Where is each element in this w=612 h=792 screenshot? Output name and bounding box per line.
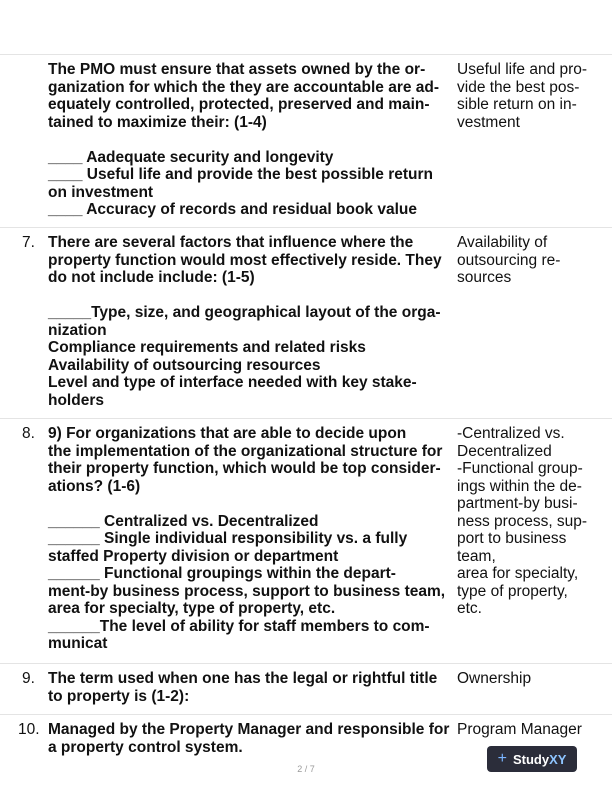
question-line: ____ Accuracy of records and residual book value <box>48 201 417 218</box>
question-line: ____ Aadequate security and longevity <box>48 148 334 166</box>
question-line: ment-by business process, support to business team, <box>48 582 446 600</box>
question-text <box>48 234 454 409</box>
qa-row-8 <box>0 418 612 663</box>
question-line: Compliance requirements and related risks <box>48 339 366 356</box>
question-line: The PMO must ensure that assets owned by the or- <box>48 61 426 78</box>
question-line: ations? (1-6) <box>48 477 141 495</box>
answer-line: type of property, <box>457 582 568 600</box>
question-line: ____ Useful life and provide the best possible return <box>48 166 434 183</box>
answer-line: sources <box>457 269 512 286</box>
answer-line: vestment <box>457 113 520 131</box>
question-line-blank <box>48 495 454 513</box>
question-line: Availability of outsourcing resources <box>48 356 321 374</box>
question-line: Managed by the Property Manager and responsible for <box>48 721 450 738</box>
answer-line: outsourcing re- <box>457 251 561 269</box>
question-line: their property function, which would be top consider- <box>48 460 441 477</box>
answer-line: ness process, sup- <box>457 512 588 530</box>
question-text <box>48 670 454 705</box>
question-number: 9. <box>22 670 35 687</box>
qa-row-7 <box>0 227 612 418</box>
answer-line: etc. <box>457 600 482 617</box>
question-line: ganization for which the they are accountable are ad- <box>48 78 440 96</box>
answer-line: -Centralized vs. <box>457 425 565 442</box>
answer-line: vide the best pos- <box>457 78 580 96</box>
answer-line: team, <box>457 547 496 565</box>
brand-name-accent: XY <box>549 751 567 767</box>
question-line: _____Type, size, and geographical layout of the orga- <box>48 304 441 321</box>
answer-line: Availability of <box>457 234 548 251</box>
question-line: There are several factors that influence where the <box>48 234 414 251</box>
question-line: area for specialty, type of property, etc. <box>48 600 336 617</box>
answer-line: Program Manager <box>457 721 582 738</box>
studyxy-logo-badge[interactable] <box>487 746 577 772</box>
answer-line: Decentralized <box>457 442 552 460</box>
question-line: ______ Functional groupings within the depart- <box>48 565 396 582</box>
question-line: on investment <box>48 183 154 201</box>
question-line: Level and type of interface needed with key stake- <box>48 374 417 391</box>
qa-row-9 <box>0 663 612 714</box>
qa-row-6 <box>0 54 612 227</box>
question-line-blank <box>48 287 454 305</box>
page-indicator: 2 / 7 <box>297 764 315 774</box>
answer-text <box>457 234 597 287</box>
answer-line: area for specialty, <box>457 565 579 582</box>
answer-text <box>457 721 597 739</box>
question-text <box>48 425 454 653</box>
question-number: 10. <box>18 721 40 738</box>
question-line: ______The level of ability for staff members to com- <box>48 617 430 635</box>
answer-line: Useful life and pro- <box>457 61 588 78</box>
answer-text <box>457 425 597 618</box>
answer-line: Ownership <box>457 670 532 687</box>
question-line: The term used when one has the legal or rightful title <box>48 670 438 687</box>
answer-line: sible return on in- <box>457 96 577 113</box>
question-text <box>48 721 454 756</box>
question-text <box>48 61 454 219</box>
question-line: the implementation of the organizational structure for <box>48 442 443 460</box>
answer-text <box>457 670 597 688</box>
answer-text <box>457 61 597 131</box>
question-line: municat <box>48 635 108 652</box>
question-number: 8. <box>22 425 35 442</box>
answer-line: ings within the de- <box>457 477 582 495</box>
question-line: 9) For organizations that are able to decide upon <box>48 425 407 442</box>
question-line: equately controlled, protected, preserved and main- <box>48 96 430 113</box>
question-line: property function would most effectively reside. They <box>48 251 442 269</box>
question-line: ______ Centralized vs. Decentralized <box>48 512 319 530</box>
question-line: to property is (1-2): <box>48 687 190 705</box>
question-number: 7. <box>22 234 35 251</box>
question-line: staffed Property division or department <box>48 547 339 565</box>
question-line: ______ Single individual responsibility vs. a fully <box>48 530 408 547</box>
question-line: tained to maximize their: (1-4) <box>48 113 267 131</box>
answer-line: -Functional group- <box>457 460 583 477</box>
answer-line: partment-by busi- <box>457 495 578 512</box>
question-line-blank <box>48 131 454 149</box>
question-line: do not include include: (1-5) <box>48 269 255 286</box>
question-line: holders <box>48 391 104 409</box>
question-line: a property control system. <box>48 738 243 756</box>
brand-name-main: Study <box>512 751 550 767</box>
plus-icon: + <box>497 750 507 767</box>
question-line: nization <box>48 321 107 339</box>
answer-line: port to business <box>457 530 567 547</box>
